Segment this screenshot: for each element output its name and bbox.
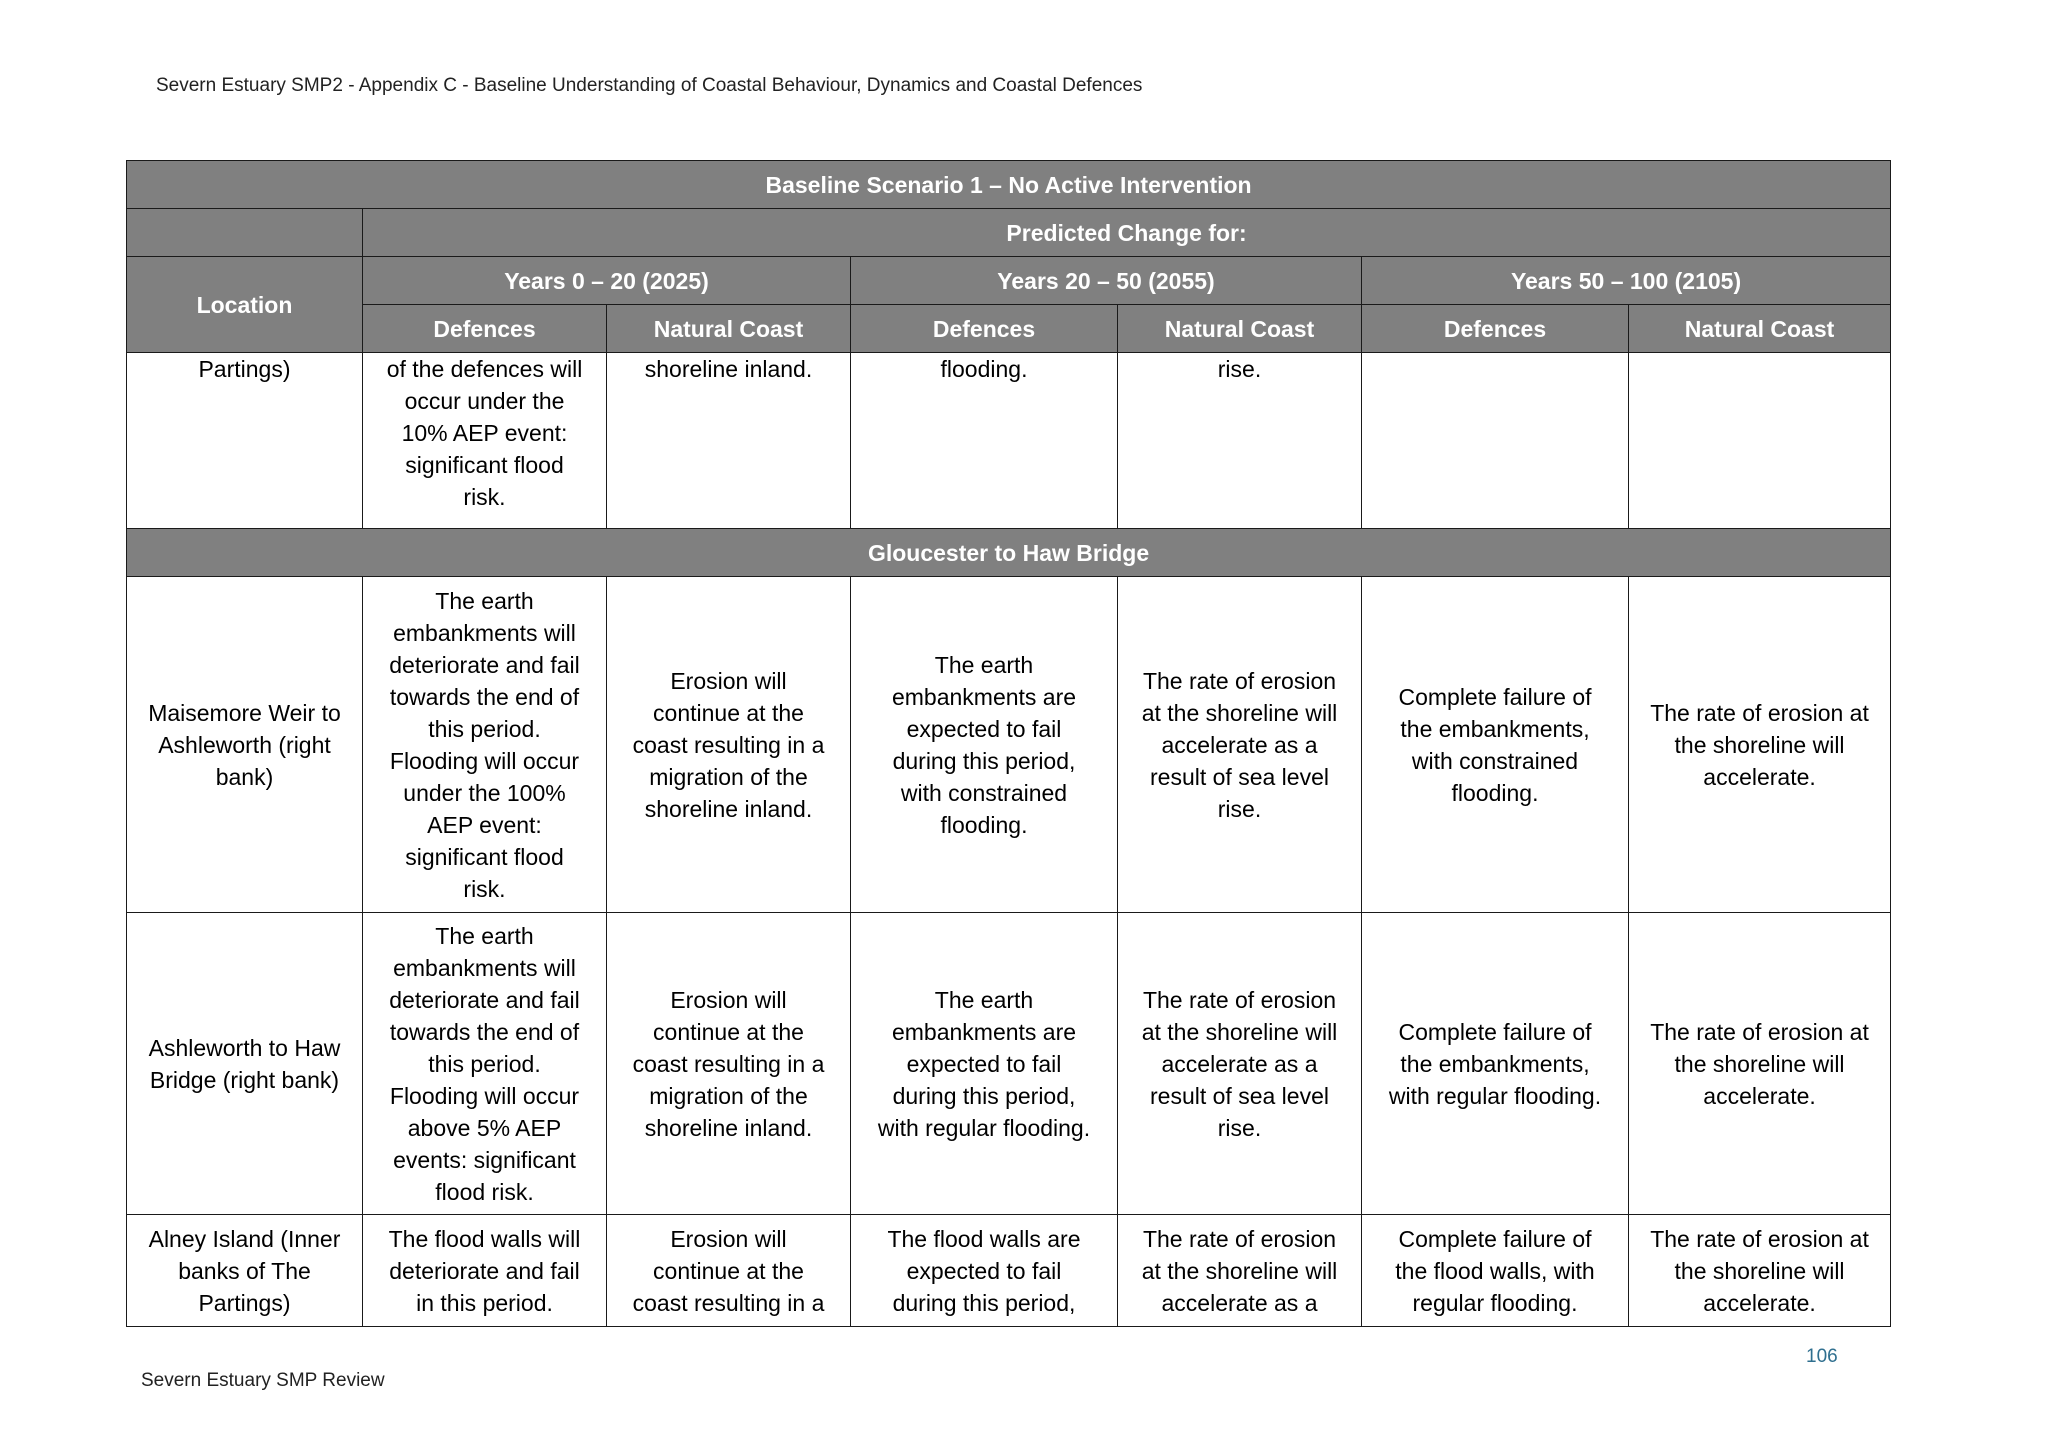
natural-coast-header: Natural Coast xyxy=(1629,305,1891,353)
cell-text-line: continue at the xyxy=(653,1257,804,1284)
cell-text-line: deteriorate and fail xyxy=(389,986,580,1013)
defences-cell xyxy=(1362,913,1629,1215)
cell-text-line: above 5% AEP xyxy=(407,1114,562,1141)
cell-text-line: Partings) xyxy=(198,1289,291,1316)
epoch-header: Years 0 – 20 (2025) xyxy=(363,257,851,305)
cell-text-line: Erosion will xyxy=(670,667,787,694)
natural-coast-cell xyxy=(1118,913,1362,1215)
cell-text-line: result of sea level xyxy=(1150,763,1329,790)
footer-text: Severn Estuary SMP Review xyxy=(141,1370,385,1391)
defences-cell xyxy=(1362,1215,1629,1327)
cell-text-line: accelerate. xyxy=(1703,1289,1816,1316)
cell-text-line: coast resulting in a xyxy=(632,1289,825,1316)
natural-coast-cell xyxy=(607,353,851,529)
defences-cell xyxy=(1362,353,1629,529)
cell-text-line: The flood walls will xyxy=(388,1225,581,1252)
section-heading: Gloucester to Haw Bridge xyxy=(127,529,1891,577)
cell-text-line: shoreline inland. xyxy=(644,795,813,822)
cell-text-line: banks of The xyxy=(178,1257,311,1284)
cell-text-line: migration of the xyxy=(649,1082,808,1109)
cell-text-line: accelerate as a xyxy=(1161,1289,1318,1316)
running-head: Severn Estuary SMP2 - Appendix C - Baseline Understanding of Coastal Behaviour, Dynamics and Coastal Defences xyxy=(156,75,1143,96)
cell-text-line: at the shoreline will xyxy=(1141,1018,1338,1045)
cell-text-line: with regular flooding. xyxy=(877,1114,1091,1141)
defences-cell xyxy=(1362,577,1629,913)
cell-text-line: events: significant xyxy=(393,1146,576,1173)
cell-text-line: accelerate. xyxy=(1703,763,1816,790)
cell-text-line: with constrained xyxy=(900,779,1068,806)
cell-text-line: accelerate as a xyxy=(1161,1050,1318,1077)
cell-text-line: flooding. xyxy=(1451,779,1539,806)
cell-text-line: The flood walls are xyxy=(887,1225,1081,1252)
cell-text-line: this period. xyxy=(428,715,541,742)
natural-coast-header: Natural Coast xyxy=(607,305,851,353)
cell-text-line: regular flooding. xyxy=(1412,1289,1578,1316)
cell-text-line: The earth xyxy=(435,587,534,614)
cell-text-line: towards the end of xyxy=(389,1018,580,1045)
cell-text-line: continue at the xyxy=(653,1018,804,1045)
location-header: Location xyxy=(127,257,363,353)
cell-text-line: during this period, xyxy=(892,1289,1076,1316)
natural-coast-cell xyxy=(607,577,851,913)
cell-text-line: Ashleworth (right xyxy=(158,731,331,758)
cell-text-line: The earth xyxy=(934,651,1034,678)
defences-header: Defences xyxy=(1362,305,1629,353)
natural-coast-cell xyxy=(1118,1215,1362,1327)
section-row xyxy=(127,529,1891,577)
cell-text-line: significant flood xyxy=(405,452,564,478)
epoch-header: Years 50 – 100 (2105) xyxy=(1362,257,1891,305)
natural-coast-header: Natural Coast xyxy=(1118,305,1362,353)
cell-text-line: the shoreline will xyxy=(1674,1257,1845,1284)
cell-text-line: at the shoreline will xyxy=(1141,1257,1338,1284)
cell-text-line: the shoreline will xyxy=(1674,731,1845,758)
epoch-header: Years 20 – 50 (2055) xyxy=(851,257,1362,305)
cell-text-line: accelerate. xyxy=(1703,1082,1816,1109)
cell-text-line: coast resulting in a xyxy=(632,731,825,758)
baseline-scenario-table xyxy=(126,160,1891,1327)
defences-cell xyxy=(363,913,607,1215)
cell-text-line: significant flood xyxy=(405,843,564,870)
cell-text-line: deteriorate and fail xyxy=(389,1257,580,1284)
cell-text-line: embankments will xyxy=(393,954,576,981)
table-row xyxy=(127,353,1891,529)
table-row xyxy=(127,913,1891,1215)
defences-cell xyxy=(363,577,607,913)
blank-header-cell xyxy=(127,209,363,257)
cell-text-line: the shoreline will xyxy=(1674,1050,1845,1077)
cell-text-line: during this period, xyxy=(892,747,1076,774)
defences-header: Defences xyxy=(363,305,607,353)
location-cell xyxy=(127,577,363,913)
natural-coast-cell xyxy=(1629,1215,1891,1327)
cell-text-line: The rate of erosion xyxy=(1142,1225,1337,1252)
cell-text-line: embankments are xyxy=(891,1018,1077,1045)
cell-text-line: The earth xyxy=(435,922,534,949)
cell-text-line: accelerate as a xyxy=(1161,731,1318,758)
cell-text-line: Complete failure of xyxy=(1398,683,1592,710)
natural-coast-cell xyxy=(1629,353,1891,529)
cell-text-line: rise. xyxy=(1217,356,1262,382)
defences-cell xyxy=(363,1215,607,1327)
table-row xyxy=(127,577,1891,913)
cell-text-line: during this period, xyxy=(892,1082,1076,1109)
cell-text-line: Partings) xyxy=(198,356,291,382)
cell-text-line: embankments are xyxy=(891,683,1077,710)
cell-text-line: Flooding will occur xyxy=(389,1082,580,1109)
location-cell xyxy=(127,353,363,529)
cell-text-line: Complete failure of xyxy=(1398,1018,1592,1045)
table-body xyxy=(127,353,1891,1327)
cell-text-line: Maisemore Weir to xyxy=(148,699,341,726)
cell-text-line: flood risk. xyxy=(435,1178,534,1205)
cell-text-line: with regular flooding. xyxy=(1388,1082,1602,1109)
cell-text-line: the flood walls, with xyxy=(1395,1257,1595,1284)
natural-coast-cell xyxy=(1118,577,1362,913)
cell-text-line: Complete failure of xyxy=(1398,1225,1592,1252)
cell-text-line: rise. xyxy=(1217,1114,1262,1141)
cell-text-line: The rate of erosion at xyxy=(1650,1225,1869,1252)
natural-coast-cell xyxy=(607,1215,851,1327)
cell-text-line: rise. xyxy=(1217,795,1262,822)
cell-text-line: AEP event: xyxy=(427,811,542,838)
cell-text-line: expected to fail xyxy=(906,715,1062,742)
cell-text-line: Erosion will xyxy=(670,1225,787,1252)
cell-text-line: under the 100% xyxy=(403,779,566,806)
cell-text-line: continue at the xyxy=(653,699,804,726)
natural-coast-cell xyxy=(1629,913,1891,1215)
cell-text-line: coast resulting in a xyxy=(632,1050,825,1077)
cell-text-line: with constrained xyxy=(1411,747,1579,774)
cell-text-line: the embankments, xyxy=(1400,1050,1590,1077)
table-row xyxy=(127,1215,1891,1327)
predicted-change-header: Predicted Change for: xyxy=(363,209,1891,257)
defences-header: Defences xyxy=(851,305,1118,353)
location-cell xyxy=(127,913,363,1215)
cell-text-line: The rate of erosion at xyxy=(1650,699,1869,726)
cell-text-line: at the shoreline will xyxy=(1141,699,1338,726)
cell-text-line: occur under the xyxy=(404,388,565,414)
cell-text-line: embankments will xyxy=(393,619,576,646)
cell-text-line: bank) xyxy=(215,763,274,790)
cell-text-line: flooding. xyxy=(940,811,1028,838)
cell-text-line: flooding. xyxy=(940,356,1028,382)
defences-cell xyxy=(851,913,1118,1215)
cell-text-line: 10% AEP event: xyxy=(401,420,568,446)
cell-text-line: Bridge (right bank) xyxy=(149,1066,340,1093)
cell-text-line: Flooding will occur xyxy=(389,747,580,774)
cell-text-line: towards the end of xyxy=(389,683,580,710)
cell-text-line: expected to fail xyxy=(906,1257,1062,1284)
cell-text-line: The rate of erosion xyxy=(1142,667,1337,694)
cell-text-line: shoreline inland. xyxy=(644,356,813,382)
defences-cell xyxy=(363,353,607,529)
cell-text-line: The rate of erosion at xyxy=(1650,1018,1869,1045)
natural-coast-cell xyxy=(1629,577,1891,913)
natural-coast-cell xyxy=(1118,353,1362,529)
cell-text-line: in this period. xyxy=(416,1289,553,1316)
defences-cell xyxy=(851,1215,1118,1327)
cell-text-line: Ashleworth to Haw xyxy=(148,1034,341,1061)
cell-text-line: shoreline inland. xyxy=(644,1114,813,1141)
defences-cell xyxy=(851,577,1118,913)
cell-text-line: Alney Island (Inner xyxy=(148,1225,341,1252)
cell-text-line: result of sea level xyxy=(1150,1082,1329,1109)
natural-coast-cell xyxy=(607,913,851,1215)
cell-text-line: deteriorate and fail xyxy=(389,651,580,678)
location-cell xyxy=(127,1215,363,1327)
cell-text-line: expected to fail xyxy=(906,1050,1062,1077)
cell-text-line: The earth xyxy=(934,986,1034,1013)
defences-cell xyxy=(851,353,1118,529)
cell-text-line: risk. xyxy=(463,484,506,510)
cell-text-line: The rate of erosion xyxy=(1142,986,1337,1013)
scenario-title: Baseline Scenario 1 – No Active Intervention xyxy=(127,161,1891,209)
cell-text-line: Erosion will xyxy=(670,986,787,1013)
cell-text-line: this period. xyxy=(428,1050,541,1077)
cell-text-line: risk. xyxy=(463,875,506,902)
cell-text-line: migration of the xyxy=(649,763,808,790)
cell-text-line: of the defences will xyxy=(386,356,583,382)
page-number: 106 xyxy=(1806,1346,1838,1367)
cell-text-line: the embankments, xyxy=(1400,715,1590,742)
